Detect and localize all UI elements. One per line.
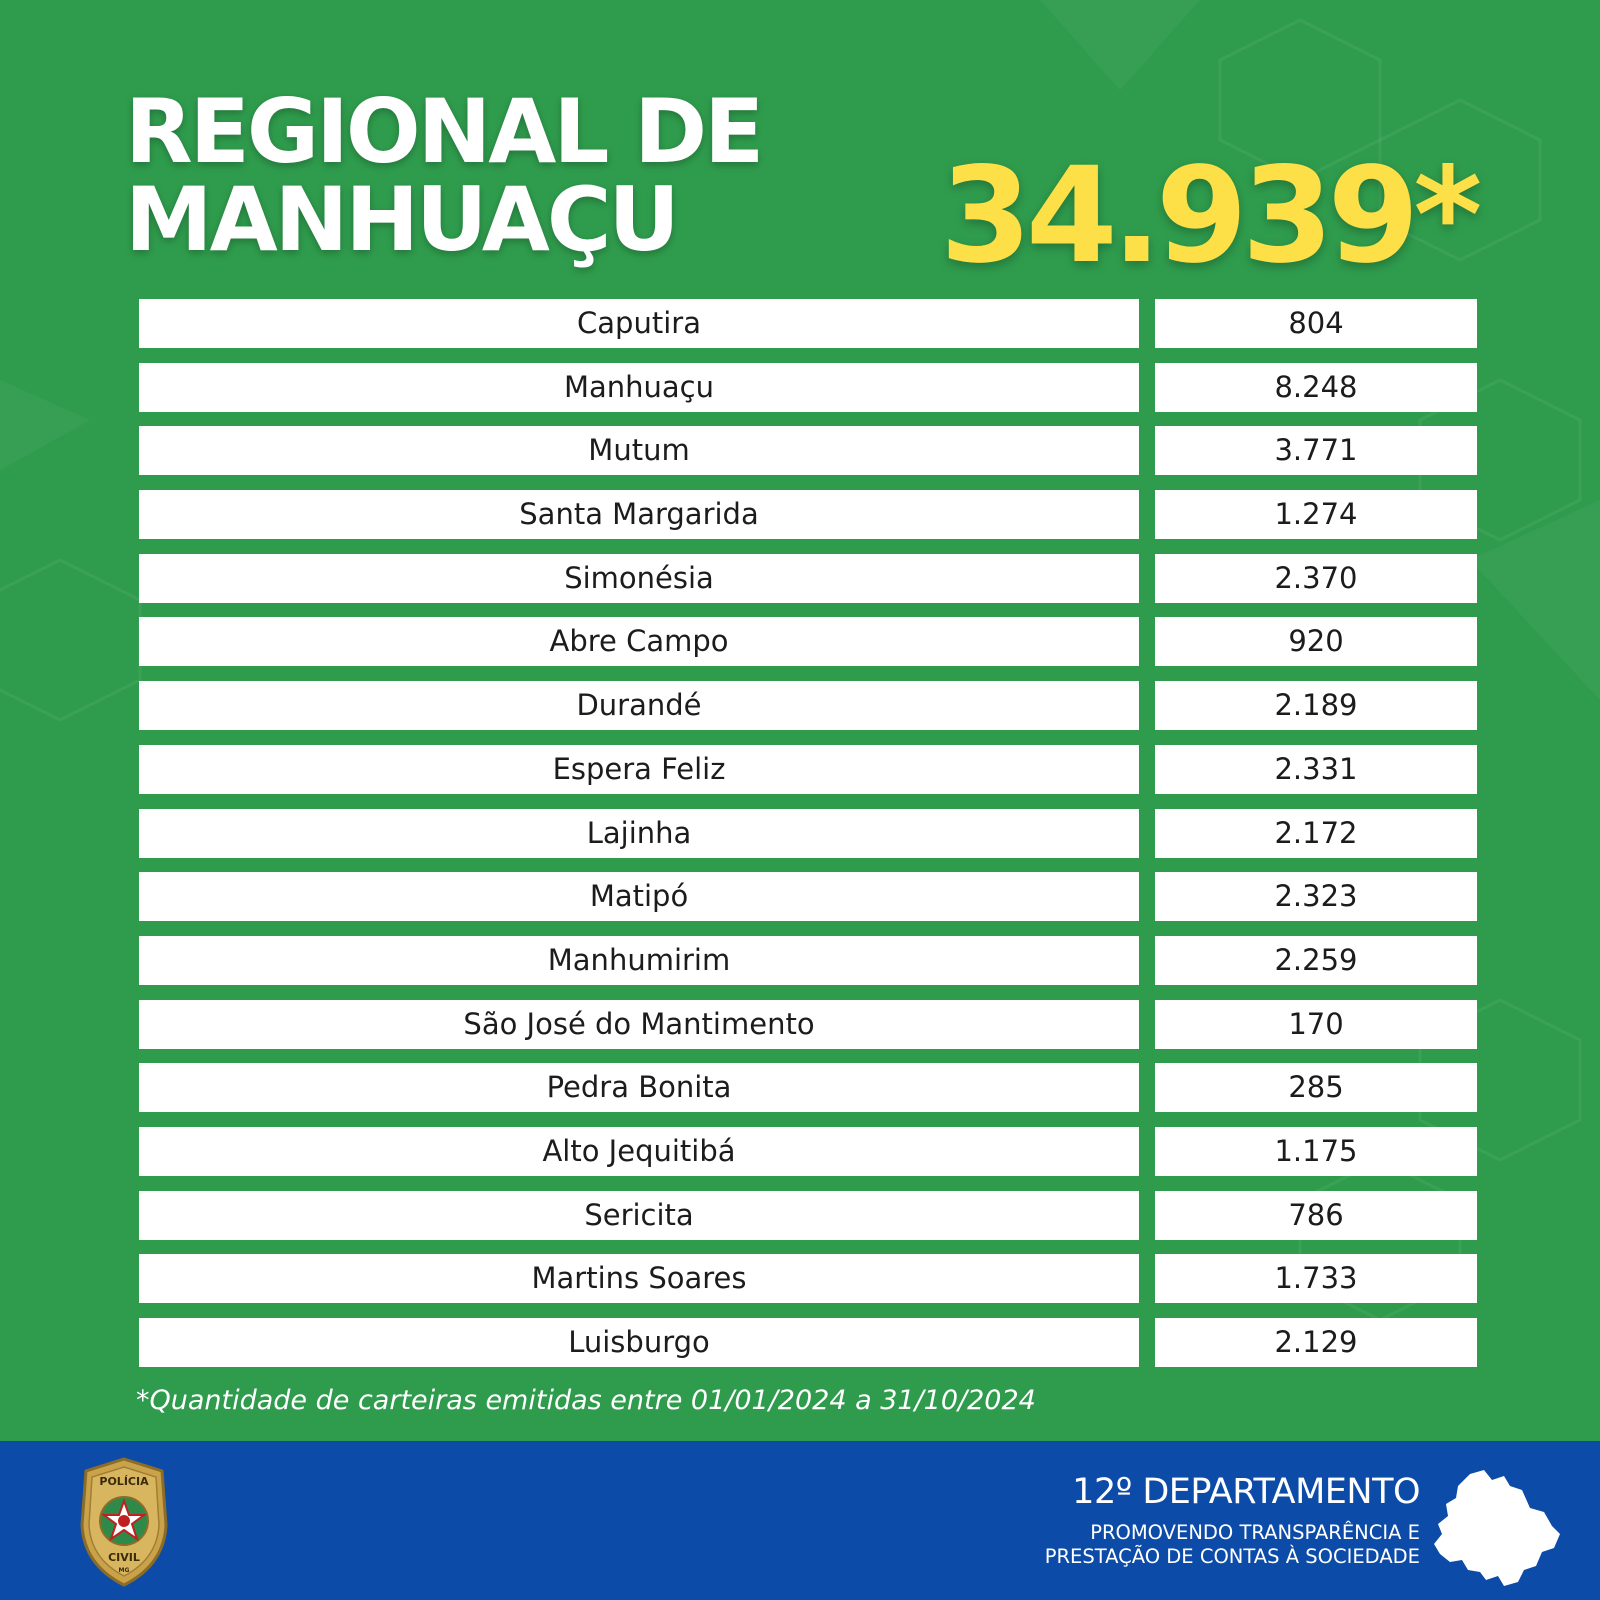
department-title: 12º DEPARTAMENTO xyxy=(1072,1472,1420,1512)
title-line-1: REGIONAL DE xyxy=(125,80,762,183)
table-row xyxy=(139,617,1477,666)
municipality-value: 170 xyxy=(1155,1000,1477,1049)
table-row xyxy=(139,554,1477,603)
municipality-value: 2.259 xyxy=(1155,936,1477,985)
municipality-value: 1.274 xyxy=(1155,490,1477,539)
municipality-name: Sericita xyxy=(139,1191,1139,1240)
table-row xyxy=(139,1000,1477,1049)
municipality-name: Caputira xyxy=(139,299,1139,348)
badge-top-text: POLÍCIA xyxy=(99,1475,149,1488)
municipality-value: 8.248 xyxy=(1155,363,1477,412)
municipality-value: 3.771 xyxy=(1155,426,1477,475)
table-row xyxy=(139,809,1477,858)
municipality-name: Manhumirim xyxy=(139,936,1139,985)
state-map-icon xyxy=(1432,1468,1562,1590)
municipality-name: Santa Margarida xyxy=(139,490,1139,539)
police-badge-icon xyxy=(74,1455,174,1589)
municipality-value: 2.189 xyxy=(1155,681,1477,730)
municipality-name: Luisburgo xyxy=(139,1318,1139,1367)
municipality-value: 2.370 xyxy=(1155,554,1477,603)
table-row xyxy=(139,363,1477,412)
page-title xyxy=(125,80,762,271)
table-row xyxy=(139,1254,1477,1303)
municipality-value: 920 xyxy=(1155,617,1477,666)
municipality-name: Pedra Bonita xyxy=(139,1063,1139,1112)
title-line-2: MANHUAÇU xyxy=(125,168,677,271)
municipality-name: Manhuaçu xyxy=(139,363,1139,412)
table-row xyxy=(139,1318,1477,1367)
table-row xyxy=(139,745,1477,794)
total-count: 34.939* xyxy=(940,139,1477,293)
municipality-value: 2.172 xyxy=(1155,809,1477,858)
badge-state-text: MG xyxy=(118,1567,130,1574)
table-row xyxy=(139,1063,1477,1112)
table-row xyxy=(139,1127,1477,1176)
municipality-value: 804 xyxy=(1155,299,1477,348)
table-row xyxy=(139,681,1477,730)
municipality-value: 786 xyxy=(1155,1191,1477,1240)
badge-bottom-text: CIVIL xyxy=(108,1551,140,1564)
table-row xyxy=(139,426,1477,475)
municipality-name: Matipó xyxy=(139,872,1139,921)
municipality-value: 1.733 xyxy=(1155,1254,1477,1303)
municipality-value: 2.331 xyxy=(1155,745,1477,794)
municipality-name: Alto Jequitibá xyxy=(139,1127,1139,1176)
municipality-name: Durandé xyxy=(139,681,1139,730)
department-subtitle-line-2: PRESTAÇÃO DE CONTAS À SOCIEDADE xyxy=(1044,1545,1420,1568)
municipality-value: 1.175 xyxy=(1155,1127,1477,1176)
footer-bar xyxy=(0,1441,1600,1600)
municipality-value: 285 xyxy=(1155,1063,1477,1112)
municipality-name: Abre Campo xyxy=(139,617,1139,666)
municipality-name: Espera Feliz xyxy=(139,745,1139,794)
table-row xyxy=(139,872,1477,921)
department-subtitle xyxy=(1045,1521,1420,1569)
table-row xyxy=(139,490,1477,539)
table-row xyxy=(139,299,1477,348)
municipality-table xyxy=(139,299,1477,1382)
municipality-name: Simonésia xyxy=(139,554,1139,603)
table-row xyxy=(139,936,1477,985)
municipality-name: Lajinha xyxy=(139,809,1139,858)
municipality-name: Mutum xyxy=(139,426,1139,475)
municipality-value: 2.323 xyxy=(1155,872,1477,921)
municipality-name: São José do Mantimento xyxy=(139,1000,1139,1049)
table-row xyxy=(139,1191,1477,1240)
municipality-value: 2.129 xyxy=(1155,1318,1477,1367)
municipality-name: Martins Soares xyxy=(139,1254,1139,1303)
footnote: *Quantidade de carteiras emitidas entre 01/01/2024 a 31/10/2024 xyxy=(136,1385,1036,1416)
department-subtitle-line-1: PROMOVENDO TRANSPARÊNCIA E xyxy=(1090,1521,1420,1544)
